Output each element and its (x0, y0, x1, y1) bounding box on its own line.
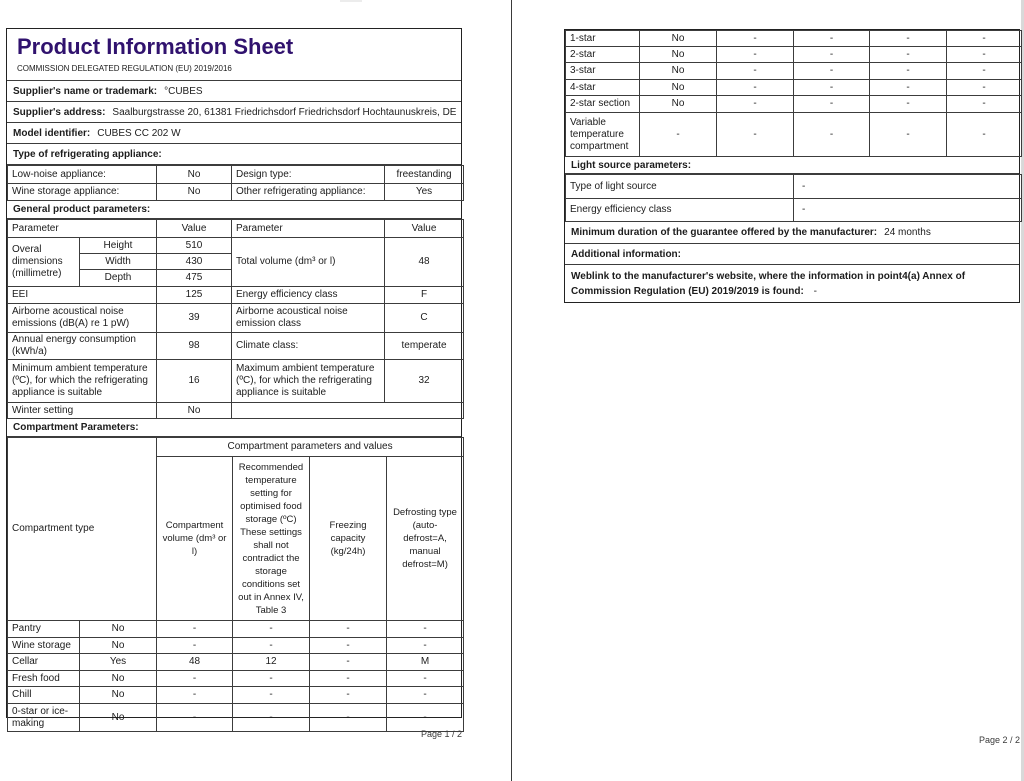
table-row (8, 403, 464, 419)
param-label: Type of light source (566, 175, 794, 199)
compartment-table (7, 437, 464, 732)
dimension-value: 430 (157, 254, 232, 270)
param-label: Wine storage appliance: (8, 184, 157, 201)
cell-value: - (947, 31, 1022, 47)
compartment-name: Variable temperature compartment (566, 113, 640, 157)
cell-value: - (387, 704, 464, 732)
cell-value: - (947, 47, 1022, 63)
light-source-table (565, 174, 1022, 222)
supplier-name-row (7, 81, 461, 102)
param-value: No (157, 403, 232, 419)
section-compartment-parameters: Compartment Parameters: (7, 419, 461, 437)
page-2-footer: Page 2 / 2 (978, 735, 1020, 745)
cell-value: - (157, 638, 233, 654)
table-row (8, 671, 464, 687)
table-row (566, 31, 1022, 47)
empty-cell (232, 403, 464, 419)
page-title: Product Information Sheet (17, 34, 294, 59)
param-label: Annual energy consumption (kWh/a) (8, 333, 157, 360)
cell-value: - (157, 671, 233, 687)
column-header: Parameter (232, 220, 385, 238)
cell-value: - (310, 671, 387, 687)
param-label: Energy efficiency class (232, 287, 385, 304)
param-label: Other refrigerating appliance: (232, 184, 385, 201)
section-light-source: Light source parameters: (565, 157, 1019, 174)
cell-value: 12 (233, 654, 310, 671)
supplier-name-label: Supplier's name or trademark: (13, 85, 158, 97)
cell-value: No (80, 638, 157, 654)
regulation-subtitle: COMMISSION DELEGATED REGULATION (EU) 2019/2016 (17, 64, 232, 73)
cell-value: - (157, 621, 233, 638)
cell-value: No (640, 80, 717, 96)
page-1-footer: Page 1 / 2 (420, 729, 462, 739)
general-parameters-table (7, 219, 464, 419)
table-row (8, 287, 464, 304)
compartment-name: Cellar (8, 654, 80, 671)
cell-value: - (870, 113, 947, 157)
cell-value: Yes (80, 654, 157, 671)
cell-value: - (794, 63, 870, 80)
param-label: Airborne acoustical noise emission class (232, 304, 385, 333)
cell-value: - (947, 96, 1022, 113)
cell-value: - (870, 31, 947, 47)
param-value: 32 (385, 360, 464, 403)
param-label: Design type: (232, 166, 385, 184)
cell-value: - (310, 638, 387, 654)
column-header: Value (157, 220, 232, 238)
section-general-parameters: General product parameters: (7, 201, 461, 219)
guarantee-value: 24 months (884, 227, 931, 238)
cell-value: - (157, 687, 233, 704)
total-volume-label: Total volume (dm³ or l) (232, 238, 385, 287)
param-value: - (794, 199, 1022, 222)
cell-value: - (387, 687, 464, 704)
table-row (8, 184, 464, 201)
cell-value: M (387, 654, 464, 671)
column-header: Freezing capacity (kg/24h) (310, 457, 387, 621)
column-header: Defrosting type (auto-defrost=A, manual defrost=M) (387, 457, 464, 621)
table-header-row (8, 220, 464, 238)
compartment-name: 2-star (566, 47, 640, 63)
cell-value: 48 (157, 654, 233, 671)
cell-value: - (717, 113, 794, 157)
section-type-of-appliance: Type of refrigerating appliance: (7, 144, 461, 165)
cell-value: - (717, 96, 794, 113)
cell-value: No (640, 96, 717, 113)
compartment-name: Wine storage (8, 638, 80, 654)
cell-value: - (947, 63, 1022, 80)
cell-value: No (640, 31, 717, 47)
param-label: Climate class: (232, 333, 385, 360)
cell-value: No (640, 63, 717, 80)
table-row (566, 80, 1022, 96)
cell-value: - (717, 31, 794, 47)
param-label: Energy efficiency class (566, 199, 794, 222)
table-row (8, 638, 464, 654)
dimension-value: 475 (157, 270, 232, 287)
model-identifier-row (7, 123, 461, 144)
cell-value: - (870, 96, 947, 113)
column-header: Recommended temperature setting for optimised food storage (ºC) These settings shall not contradict the storage conditions set out in Annex IV, Table 3 (233, 457, 310, 621)
star-compartment-table (565, 30, 1022, 157)
cell-value: - (310, 687, 387, 704)
compartment-name: 3-star (566, 63, 640, 80)
table-row (8, 333, 464, 360)
param-label: Maximum ambient temperature (ºC), for which the refrigerating appliance is suitable (232, 360, 385, 403)
table-row (566, 47, 1022, 63)
cell-value: - (233, 704, 310, 732)
table-row (8, 654, 464, 671)
cell-value: - (870, 63, 947, 80)
cell-value: - (233, 687, 310, 704)
cell-value: - (870, 80, 947, 96)
compartment-name: Fresh food (8, 671, 80, 687)
cell-value: - (387, 671, 464, 687)
column-header: Value (385, 220, 464, 238)
cell-value: - (794, 113, 870, 157)
param-value: 39 (157, 304, 232, 333)
param-value: No (157, 166, 232, 184)
table-row (8, 238, 464, 254)
param-label: EEI (8, 287, 157, 304)
table-row (566, 63, 1022, 80)
param-label: Minimum ambient temperature (ºC), for which the refrigerating appliance is suitable (8, 360, 157, 403)
cell-value: - (233, 671, 310, 687)
table-header-row (8, 438, 464, 457)
weblink-value: - (813, 286, 817, 297)
dimension-name: Height (80, 238, 157, 254)
param-value: 98 (157, 333, 232, 360)
guarantee-label: Minimum duration of the guarantee offered by the manufacturer: (571, 227, 878, 238)
weblink-label: Weblink to the manufacturer's website, where the information in point4(a) Annex of Commission Regulation (EU) 2019/2019 is found: (571, 271, 966, 297)
param-value: 16 (157, 360, 232, 403)
guarantee-row (565, 222, 1019, 244)
page-divider (511, 0, 512, 781)
cell-value: - (387, 638, 464, 654)
param-value: C (385, 304, 464, 333)
cell-value: - (870, 47, 947, 63)
table-row (8, 704, 464, 732)
table-row (566, 175, 1022, 199)
table-row (8, 687, 464, 704)
cell-value: No (80, 621, 157, 638)
cell-value: - (794, 47, 870, 63)
weblink-row (565, 265, 1019, 306)
compartment-name: 4-star (566, 80, 640, 96)
compartment-name: 1-star (566, 31, 640, 47)
cell-value: - (717, 80, 794, 96)
model-identifier-label: Model identifier: (13, 127, 91, 139)
cell-value: No (80, 687, 157, 704)
section-additional-information: Additional information: (565, 244, 1019, 265)
cell-value: - (387, 621, 464, 638)
param-label: Low-noise appliance: (8, 166, 157, 184)
param-label: Airborne acoustical noise emissions (dB(A) re 1 pW) (8, 304, 157, 333)
total-volume-value: 48 (385, 238, 464, 287)
table-row (8, 304, 464, 333)
param-value: temperate (385, 333, 464, 360)
table-row (8, 621, 464, 638)
column-header: Compartment volume (dm³ or l) (157, 457, 233, 621)
cell-value: No (80, 671, 157, 687)
param-value: F (385, 287, 464, 304)
cell-value: - (233, 621, 310, 638)
cell-value: No (640, 47, 717, 63)
cell-value: - (310, 704, 387, 732)
param-value: freestanding (385, 166, 464, 184)
cell-value: - (947, 80, 1022, 96)
cell-value: - (717, 47, 794, 63)
cell-value: - (310, 621, 387, 638)
dimensions-label: Overal dimensions (millimetre) (8, 238, 80, 287)
compartment-name: Chill (8, 687, 80, 704)
dimension-name: Width (80, 254, 157, 270)
cell-value: - (310, 654, 387, 671)
supplier-address-value: Saalburgstrasse 20, 61381 Friedrichsdorf Friedrichsdorf Hochtaunuskreis, DE (112, 106, 457, 118)
cell-value: - (640, 113, 717, 157)
sheet-page-1 (6, 28, 462, 729)
dimension-value: 510 (157, 238, 232, 254)
cell-value: - (233, 638, 310, 654)
compartment-name: 2-star section (566, 96, 640, 113)
table-row (566, 199, 1022, 222)
compartment-group-header: Compartment parameters and values (157, 438, 464, 457)
dimension-name: Depth (80, 270, 157, 287)
appliance-type-table (7, 165, 464, 201)
cell-value: - (794, 96, 870, 113)
compartment-name: Pantry (8, 621, 80, 638)
param-label: Winter setting (8, 403, 157, 419)
param-value: Yes (385, 184, 464, 201)
cell-value: - (157, 704, 233, 732)
supplier-address-row (7, 102, 461, 123)
cell-value: No (80, 704, 157, 732)
table-row (8, 166, 464, 184)
compartment-type-header: Compartment type (8, 438, 157, 621)
compartment-name: 0-star or ice-making (8, 704, 80, 732)
sheet-header (7, 29, 461, 81)
column-header: Parameter (8, 220, 157, 238)
table-row (566, 113, 1022, 157)
supplier-name-value: °CUBES (164, 85, 203, 97)
scan-artifact (340, 0, 362, 2)
cell-value: - (794, 31, 870, 47)
sheet-page-2 (564, 29, 1020, 303)
cell-value: - (947, 113, 1022, 157)
table-row (8, 360, 464, 403)
cell-value: - (717, 63, 794, 80)
table-row (566, 96, 1022, 113)
param-value: 125 (157, 287, 232, 304)
cell-value: - (794, 80, 870, 96)
model-identifier-value: CUBES CC 202 W (97, 127, 181, 139)
supplier-address-label: Supplier's address: (13, 106, 106, 118)
param-value: - (794, 175, 1022, 199)
param-value: No (157, 184, 232, 201)
